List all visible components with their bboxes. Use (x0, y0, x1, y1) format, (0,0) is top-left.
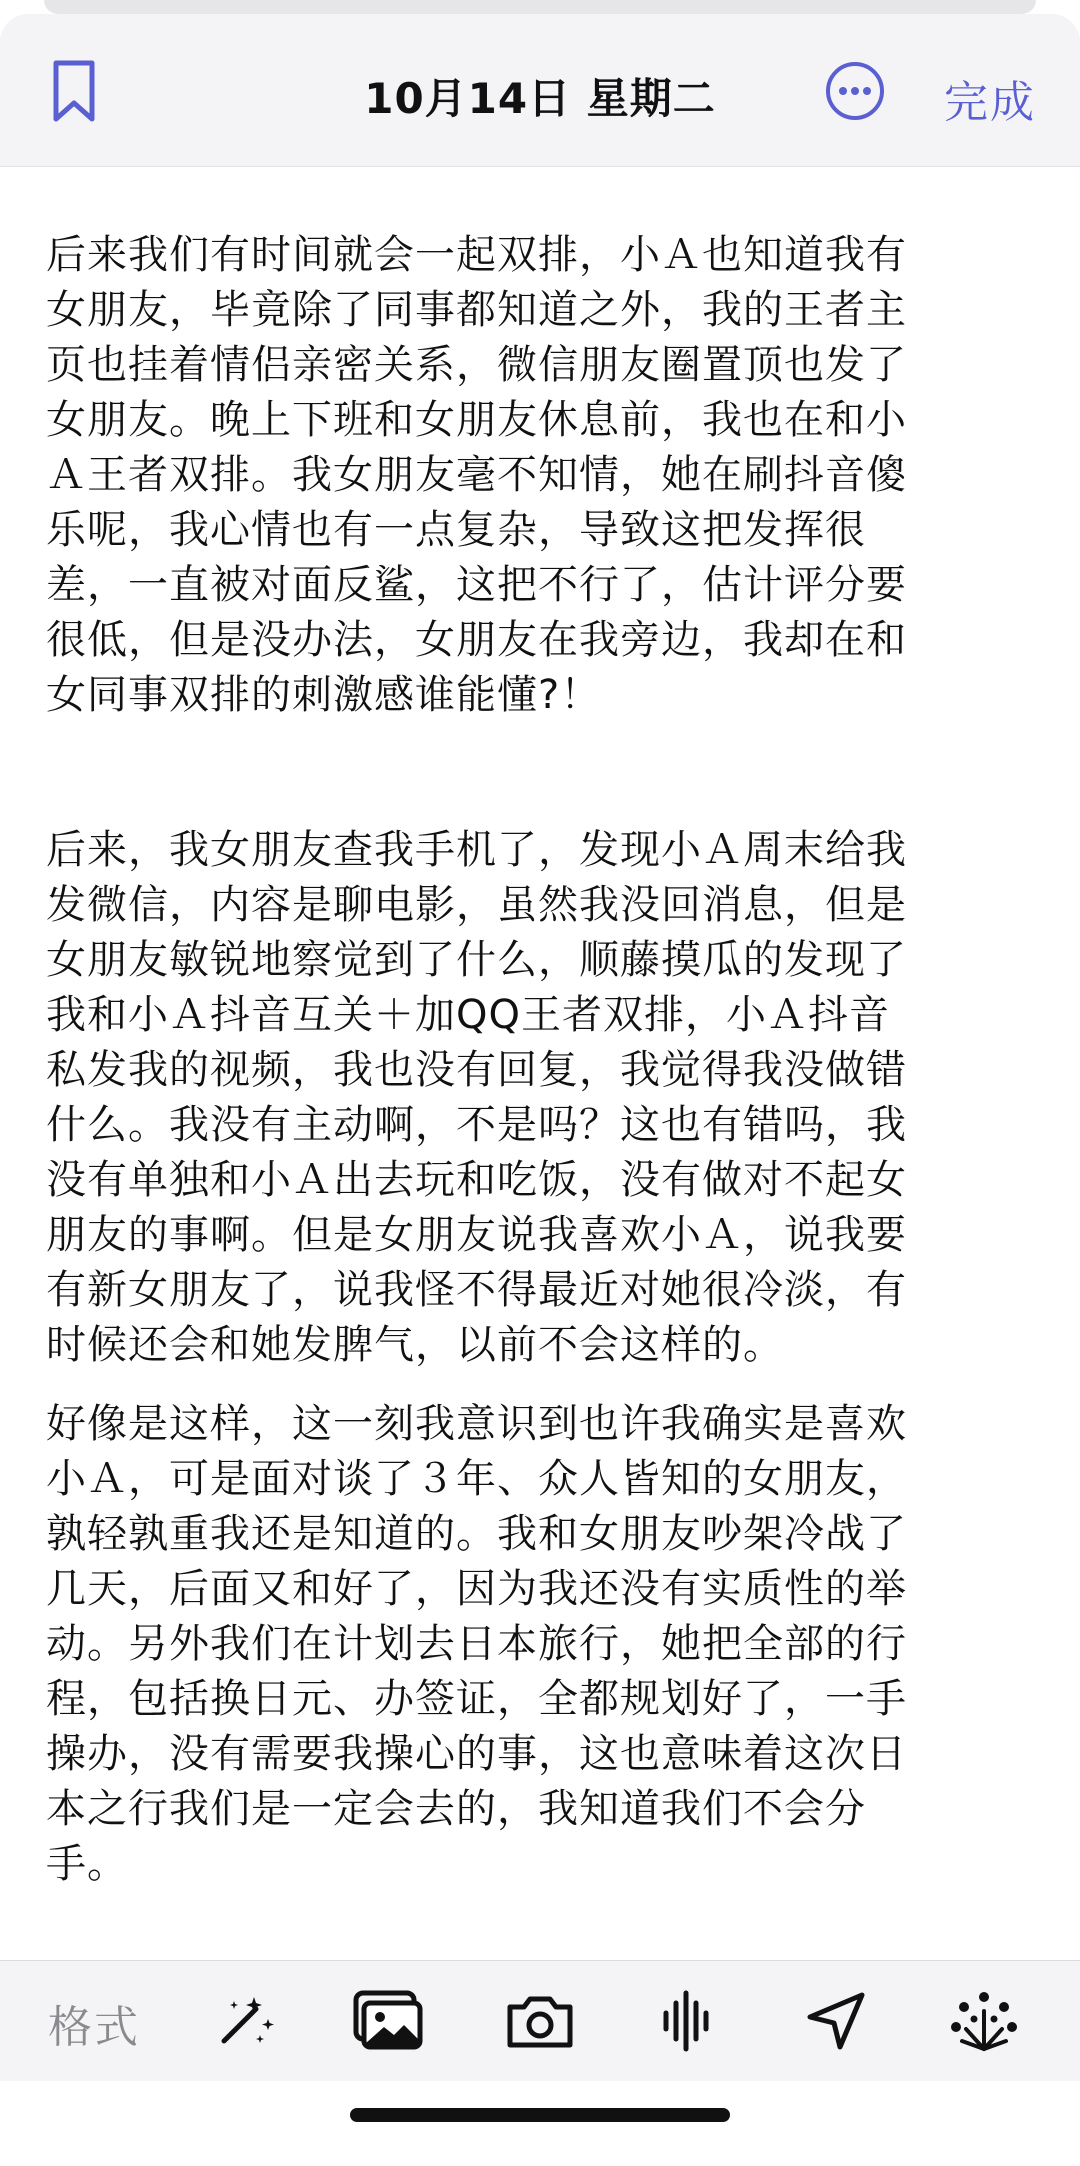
format-button[interactable]: 格式 (48, 2002, 140, 2053)
photo-library-icon[interactable] (352, 1989, 424, 2053)
camera-icon[interactable] (504, 1989, 576, 2053)
date-title: 10月14日 星期二 (364, 74, 716, 123)
note-header (0, 14, 1080, 166)
note-body[interactable] (46, 140, 1046, 1940)
home-indicator[interactable] (350, 2108, 730, 2122)
location-arrow-icon[interactable] (800, 1989, 872, 2053)
paragraph-2: 后来，我女朋友查我手机了，发现小Ａ周末给我 发微信，内容是聊电影，虽然我没回消息，但是 女朋友敏锐地察觉到了什么，顺藤摸瓜的发现了 我和小Ａ抖音互关＋加QQ王者双排，小Ａ抖音 私发我的视频，我也没有回复，我觉得我没做错 什么。我没有主动啊，不是吗？这也有错吗，我 没有单独和小Ａ出去玩和吃饭，没有做对不起女 朋友的事啊。但是女朋友说我喜欢小Ａ，说我要 有新女朋友了，说我怪不得最近对她很冷淡，有 时候还会和她发脾气，以前不会这样的。 (46, 827, 907, 1368)
sparkle-burst-icon[interactable] (948, 1989, 1020, 2053)
magic-wand-icon[interactable] (210, 1989, 282, 2053)
formatting-toolbar (0, 1960, 1080, 2081)
audio-waveform-icon[interactable] (652, 1989, 724, 2053)
paragraph-3: 好像是这样，这一刻我意识到也许我确实是喜欢 小Ａ，可是面对谈了３年、众人皆知的女朋友， 孰轻孰重我还是知道的。我和女朋友吵架冷战了 几天，后面又和好了，因为我还没有实质性的举 动。另外我们在计划去日本旅行，她把全部的行 程，包括换日元、办签证，全都规划好了，一手 操办，没有需要我操心的事，这也意味着这次日 本之行我们是一定会去的，我知道我们不会分 手。 (46, 1401, 907, 1887)
paragraph-1: 后来我们有时间就会一起双排，小Ａ也知道我有 女朋友，毕竟除了同事都知道之外，我的王者主 页也挂着情侣亲密关系，微信朋友圈置顶也发了 女朋友。晚上下班和女朋友休息前，我也在和小 Ａ王者双排。我女朋友毫不知情，她在刷抖音傻 乐呢，我心情也有一点复杂，导致这把发挥很 差，一直被对面反鲨，这把不行了，估计评分要 很低，但是没办法，女朋友在我旁边，我却在和 女同事双排的刺激感谁能懂?！ (46, 232, 907, 718)
home-indicator-area (0, 2080, 1080, 2166)
more-options-icon[interactable] (824, 60, 886, 122)
previous-sheet-edge (44, 0, 1036, 14)
done-button[interactable]: 完成 (944, 77, 1036, 128)
